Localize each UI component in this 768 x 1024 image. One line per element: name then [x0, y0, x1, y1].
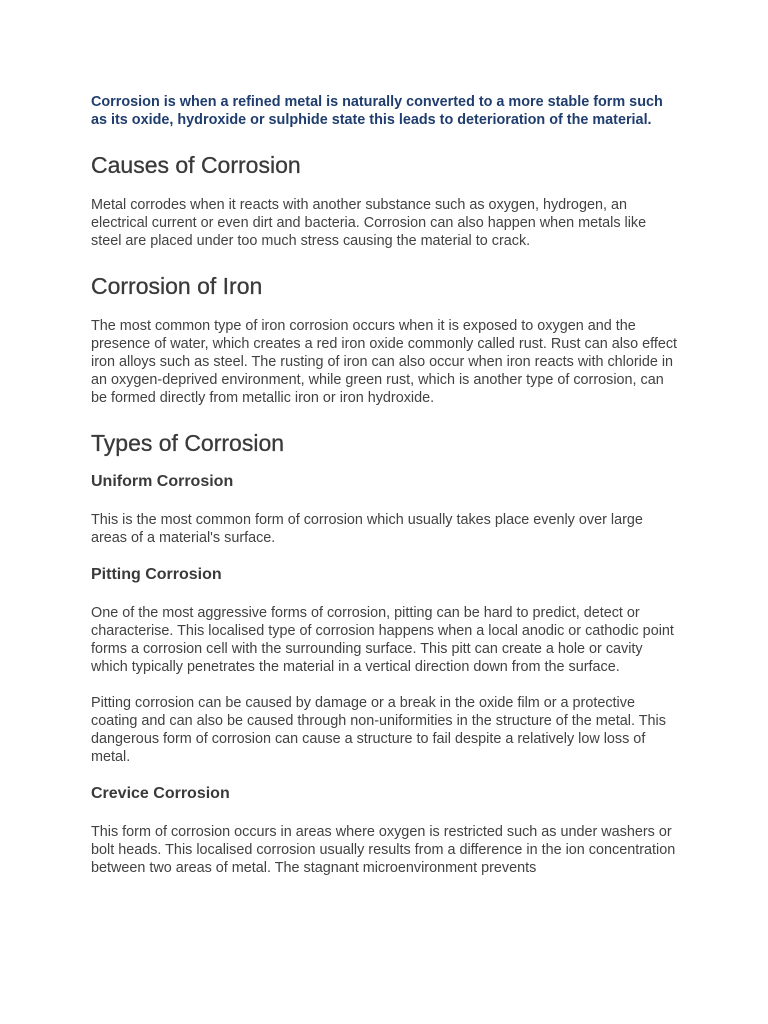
intro-paragraph: Corrosion is when a refined metal is naturally converted to a more stable form such as its oxide, hydroxide or sulphide state this leads to deterioration of the material. — [91, 94, 663, 128]
paragraph-pitting-corrosion-2: Pitting corrosion can be caused by damage or a break in the oxide film or a protective coating and can also be caused through non-uniformities in the structure of the metal. This dangerous form of corrosion can cause a structure to fail despite a relatively low loss of metal. — [91, 695, 666, 765]
heading-corrosion-of-iron: Corrosion of Iron — [91, 273, 263, 299]
subheading-crevice-corrosion: Crevice Corrosion — [91, 785, 230, 802]
paragraph-crevice-corrosion: This form of corrosion occurs in areas where oxygen is restricted such as under washers or bolt heads. This localised corrosion usually results from a difference in the ion concentration between two areas of metal. The stagnant microenvironment prevents — [91, 824, 676, 876]
paragraph-uniform-corrosion: This is the most common form of corrosion which usually takes place evenly over large areas of a material's surface. — [91, 512, 643, 546]
subheading-uniform-corrosion: Uniform Corrosion — [91, 473, 234, 490]
paragraph-pitting-corrosion-1: One of the most aggressive forms of corrosion, pitting can be hard to predict, detect or characterise. This localised type of corrosion happens when a local anodic or cathodic point forms a corrosion cell with the surrounding surface. This pitt can create a hole or cavity which typically penetrates the material in a vertical direction down from the surface. — [91, 605, 674, 675]
subheading-pitting-corrosion: Pitting Corrosion — [91, 566, 222, 583]
heading-types-of-corrosion: Types of Corrosion — [91, 430, 285, 456]
heading-causes: Causes of Corrosion — [91, 152, 301, 178]
paragraph-causes: Metal corrodes when it reacts with another substance such as oxygen, hydrogen, an electrical current or even dirt and bacteria. Corrosion can also happen when metals like steel are placed under too much stress causing the material to crack. — [91, 197, 647, 249]
paragraph-corrosion-of-iron: The most common type of iron corrosion occurs when it is exposed to oxygen and the presence of water, which creates a red iron oxide commonly called rust. Rust can also effect iron alloys such as steel. The rusting of iron can also occur when iron reacts with chloride in an oxygen-deprived environment, while green rust, which is another type of corrosion, can be formed directly from metallic iron or iron hydroxide. — [91, 318, 678, 406]
